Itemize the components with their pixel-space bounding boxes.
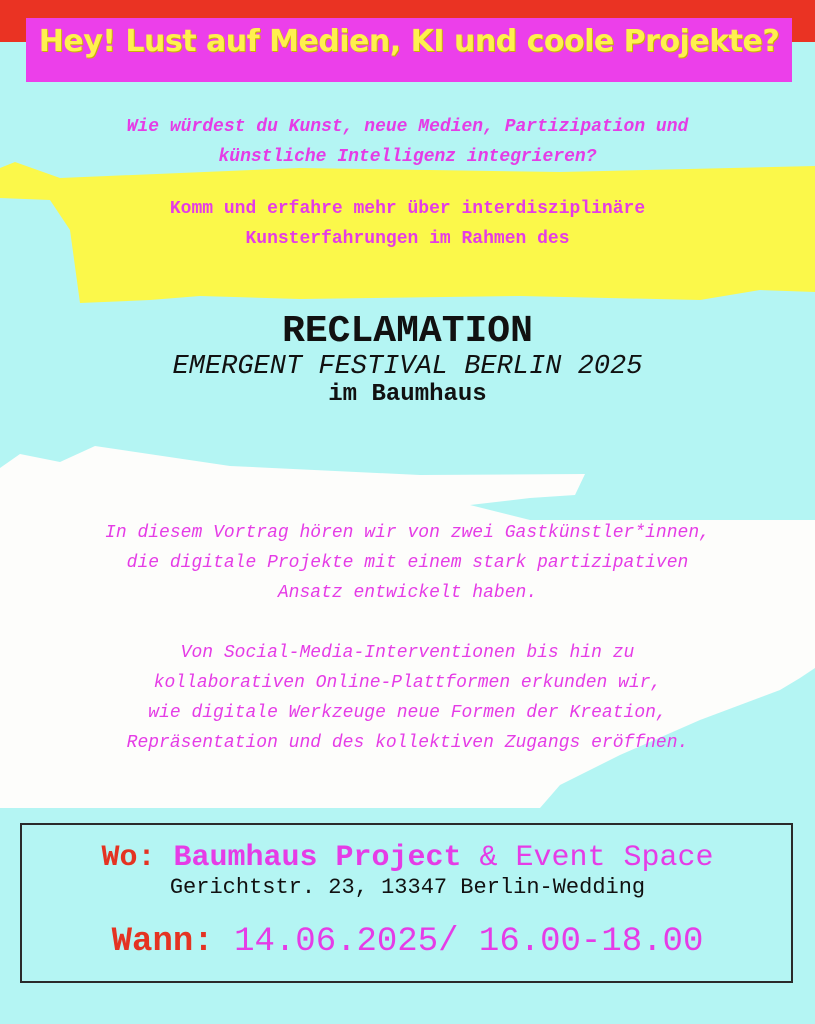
intro-line-1: Wie würdest du Kunst, neue Medien, Partizipation und	[126, 117, 689, 137]
headline: Hey! Lust auf Medien, KI und coole Projekte?	[38, 24, 780, 59]
when-line	[0, 920, 815, 964]
description	[0, 518, 815, 758]
desc-line: Repräsentation und des kollektiven Zugangs eröffnen.	[126, 733, 689, 753]
event-venue-line: im Baumhaus	[328, 381, 487, 408]
desc-line: kollaborativen Online-Plattformen erkunden wir,	[153, 673, 662, 693]
invite-text	[0, 194, 815, 254]
desc-line: die digitale Projekte mit einem stark partizipativen	[126, 553, 689, 573]
desc-line: Ansatz entwickelt haben.	[277, 583, 538, 603]
when-label: Wann:	[111, 923, 214, 961]
where-rest: & Event Space	[461, 841, 714, 875]
event-title: RECLAMATION	[282, 310, 533, 353]
desc-line: wie digitale Werkzeuge neue Formen der Kreation,	[148, 703, 667, 723]
desc-spacer	[0, 608, 815, 638]
desc-line: Von Social-Media-Interventionen bis hin zu	[180, 643, 635, 663]
where-name: Baumhaus Project	[173, 841, 462, 875]
invite-line-1: Komm und erfahre mehr über interdisziplinäre	[169, 199, 646, 219]
intro-question	[0, 112, 815, 172]
intro-line-2: künstliche Intelligenz integrieren?	[218, 147, 597, 167]
event-subtitle: EMERGENT FESTIVAL BERLIN 2025	[172, 352, 643, 382]
when-value: 14.06.2025/ 16.00-18.00	[213, 923, 704, 961]
invite-line-2: Kunsterfahrungen im Rahmen des	[245, 229, 570, 249]
address: Gerichtstr. 23, 13347 Berlin-Wedding	[169, 875, 646, 900]
where-label: Wo:	[101, 841, 156, 875]
desc-line: In diesem Vortrag hören wir von zwei Gastkünstler*innen,	[105, 523, 710, 543]
